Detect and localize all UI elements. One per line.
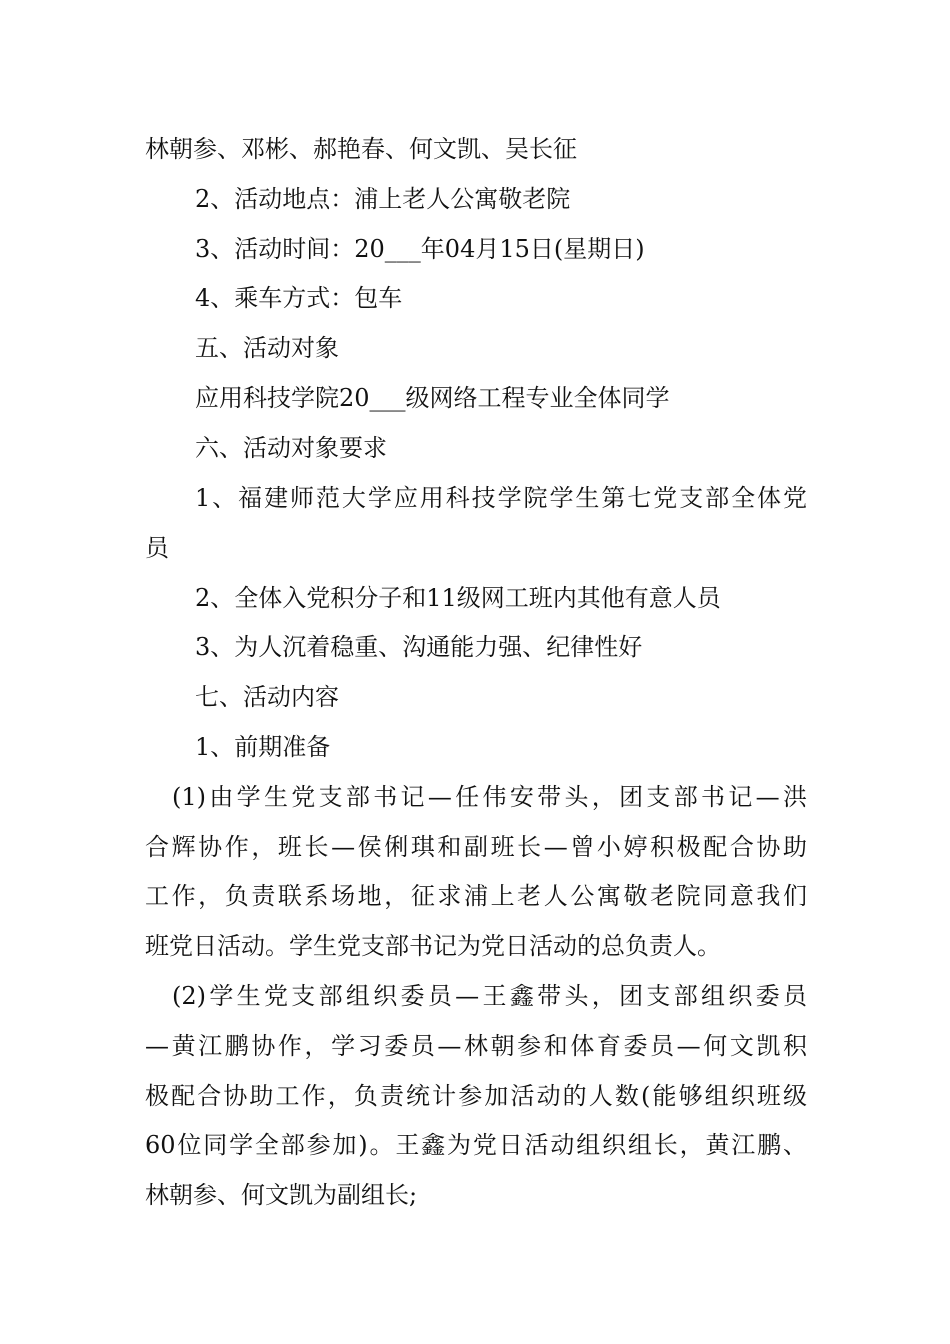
paragraph-2-line-3: 极配合协助工作，负责统计参加活动的人数(能够组织班级 <box>145 1082 807 1110</box>
text-line-requirement-2: 2、全体入党积分子和11级网工班内其他有意人员 <box>195 584 721 612</box>
text-line-requirement-1: 1、福建师范大学应用科技学院学生第七党支部全体党 <box>195 484 807 512</box>
subheading-preparation: 1、前期准备 <box>195 733 331 761</box>
text-line-target: 应用科技学院20___级网络工程专业全体同学 <box>195 384 670 412</box>
paragraph-1-line-4: 班党日活动。学生党支部书记为党日活动的总负责人。 <box>145 932 721 960</box>
paragraph-2-line-1: (2)学生党支部组织委员—王鑫带头，团支部组织委员 <box>172 982 807 1010</box>
text-line-time: 3、活动时间：20___年04月15日(星期日) <box>195 235 645 263</box>
section-heading-requirements: 六、活动对象要求 <box>195 434 387 462</box>
text-line-requirement-1-cont: 员 <box>145 534 169 562</box>
text-line-location: 2、活动地点：浦上老人公寓敬老院 <box>195 185 571 213</box>
text-line-requirement-3: 3、为人沉着稳重、沟通能力强、纪律性好 <box>195 633 643 661</box>
text-line-names: 林朝参、邓彬、郝艳春、何文凯、吴长征 <box>145 135 577 163</box>
paragraph-1-line-3: 工作，负责联系场地，征求浦上老人公寓敬老院同意我们 <box>145 882 807 910</box>
text-line-transport: 4、乘车方式：包车 <box>195 284 403 312</box>
section-heading-content: 七、活动内容 <box>195 683 339 711</box>
paragraph-2-line-2: —黄江鹏协作，学习委员—林朝参和体育委员—何文凯积 <box>145 1032 807 1060</box>
paragraph-1-line-2: 合辉协作，班长—侯俐琪和副班长—曾小婷积极配合协助 <box>145 833 807 861</box>
paragraph-2-line-5: 林朝参、何文凯为副组长; <box>145 1181 418 1209</box>
paragraph-1-line-1: (1)由学生党支部书记—任伟安带头，团支部书记—洪 <box>172 783 807 811</box>
section-heading-target: 五、活动对象 <box>195 334 339 362</box>
paragraph-2-line-4: 60位同学全部参加)。王鑫为党日活动组织组长，黄江鹏、 <box>145 1131 807 1159</box>
